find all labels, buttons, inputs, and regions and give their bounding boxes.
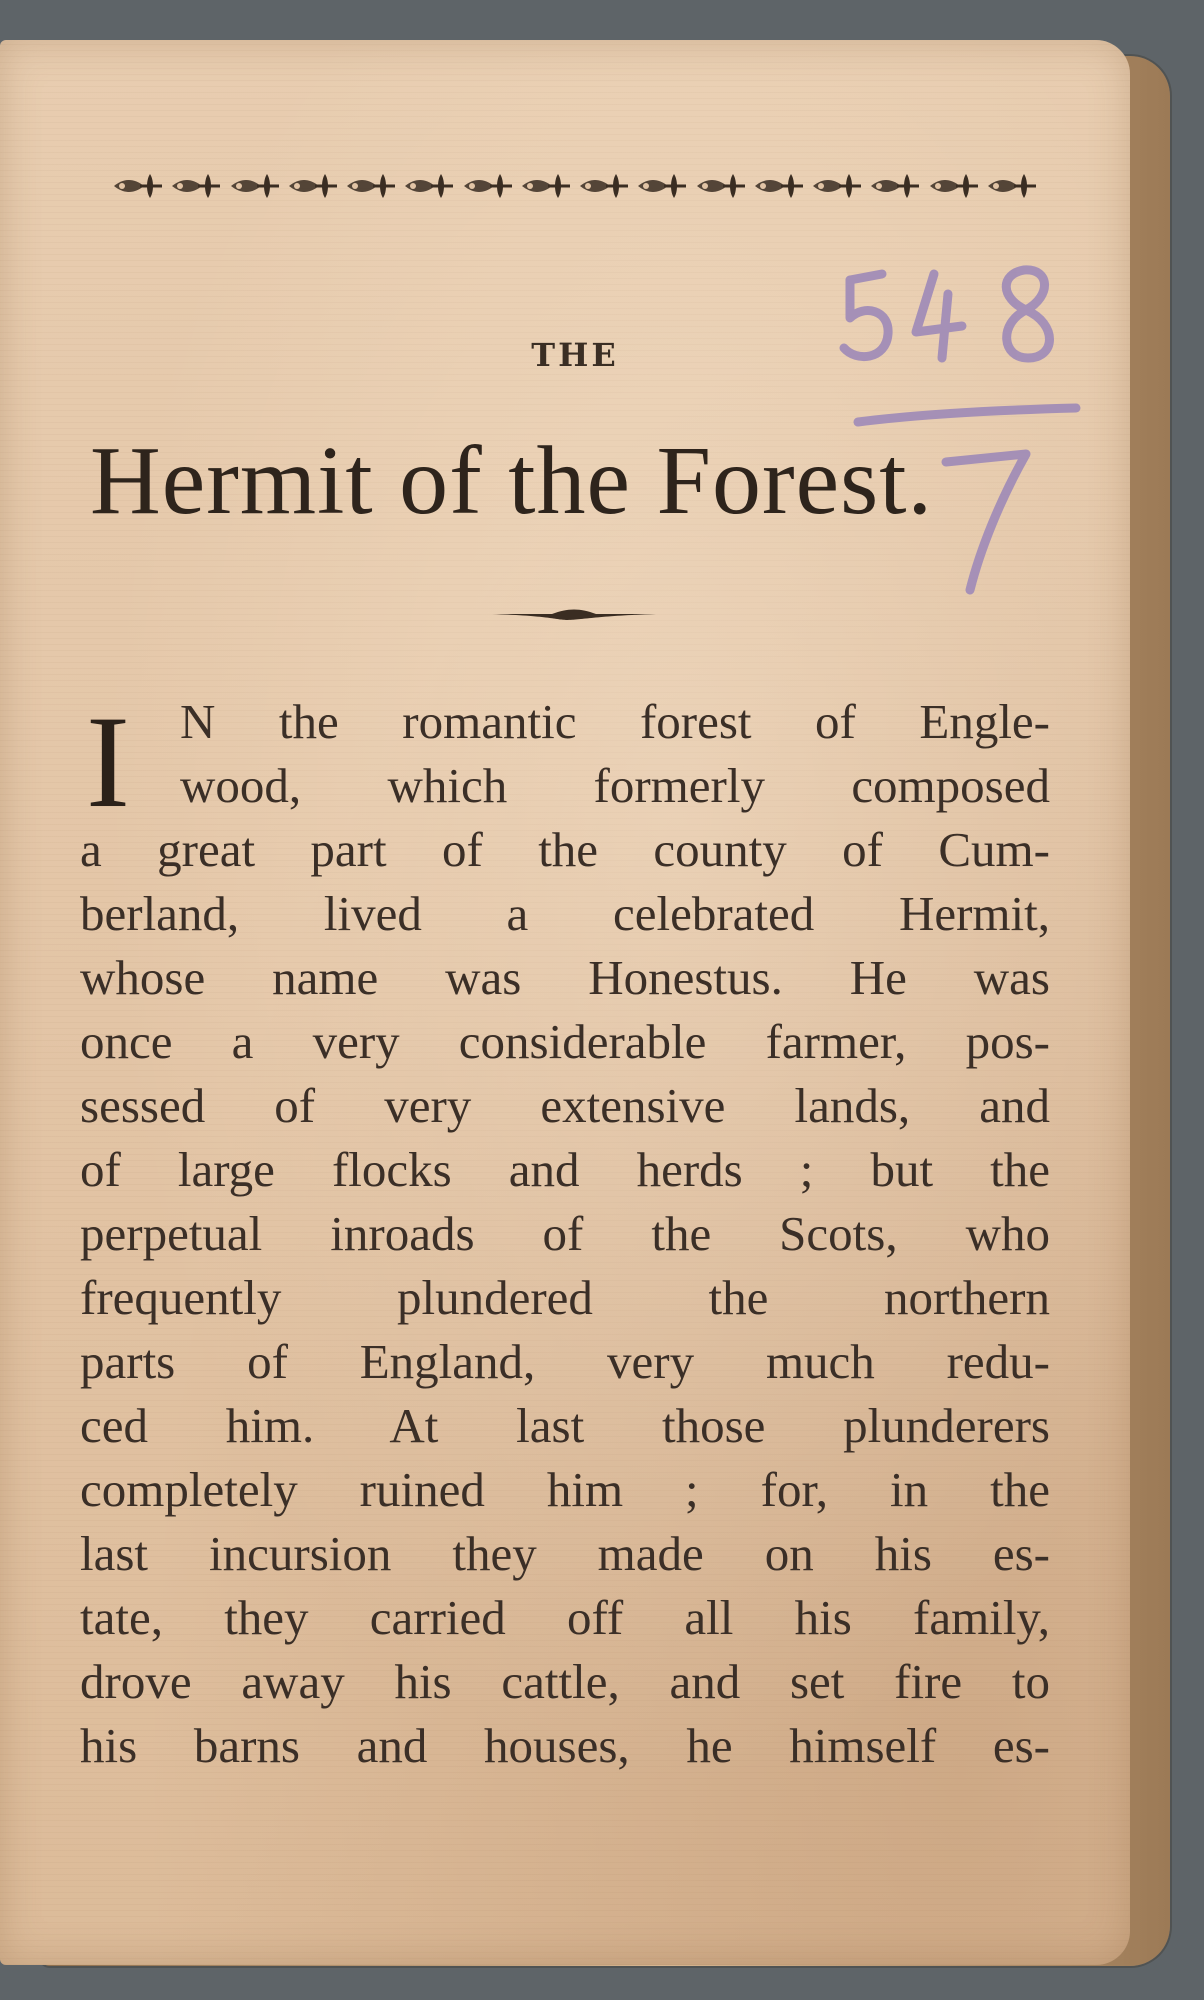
leaf-ornament-icon [693,164,749,208]
text-line: wood, which formerly composed [180,758,1050,813]
text-line: sessed of very extensive lands, and [80,1078,1050,1133]
leaf-ornament-icon [168,164,224,208]
leaf-ornament-icon [460,164,516,208]
text-line: his barns and houses, he himself es- [80,1718,1050,1773]
text-line: parts of England, very much redu- [80,1334,1050,1389]
text-line: berland, lived a celebrated Hermit, [80,886,1050,941]
text-line: perpetual inroads of the Scots, who [80,1206,1050,1261]
text-line: drove away his cattle, and set fire to [80,1654,1050,1709]
book-page [0,40,1130,1965]
leaf-ornament-icon [285,164,341,208]
text-line: N the romantic forest of Engle- [180,694,1050,749]
leaf-ornament-icon [867,164,923,208]
ornament-border [110,156,1040,216]
leaf-ornament-icon [343,164,399,208]
leaf-ornament-icon [401,164,457,208]
leaf-ornament-icon [110,164,166,208]
leaf-ornament-icon [227,164,283,208]
text-line: whose name was Honestus. He was [80,950,1050,1005]
text-line: ced him. At last those plunderers [80,1398,1050,1453]
leaf-ornament-icon [751,164,807,208]
leaf-ornament-icon [984,164,1040,208]
body-text [80,690,1050,1778]
leaf-ornament-icon [576,164,632,208]
text-line: frequently plundered the northern [80,1270,1050,1325]
text-line: a great part of the county of Cum- [80,822,1050,877]
page-title: Hermit of the Forest. [90,427,933,535]
leaf-ornament-icon [518,164,574,208]
leaf-ornament-icon [809,164,865,208]
leaf-ornament-icon [926,164,982,208]
drop-cap: I [86,688,130,835]
title-prefix: THE [531,336,619,374]
text-line: of large flocks and herds ; but the [80,1142,1050,1197]
text-line: last incursion they made on his es- [80,1526,1050,1581]
text-line: completely ruined him ; for, in the [80,1462,1050,1517]
divider-rule [492,606,656,622]
leaf-ornament-icon [634,164,690,208]
text-line: tate, they carried off all his family, [80,1590,1050,1645]
text-line: once a very considerable farmer, pos- [80,1014,1050,1069]
handwritten-shelfmark [830,240,1120,610]
